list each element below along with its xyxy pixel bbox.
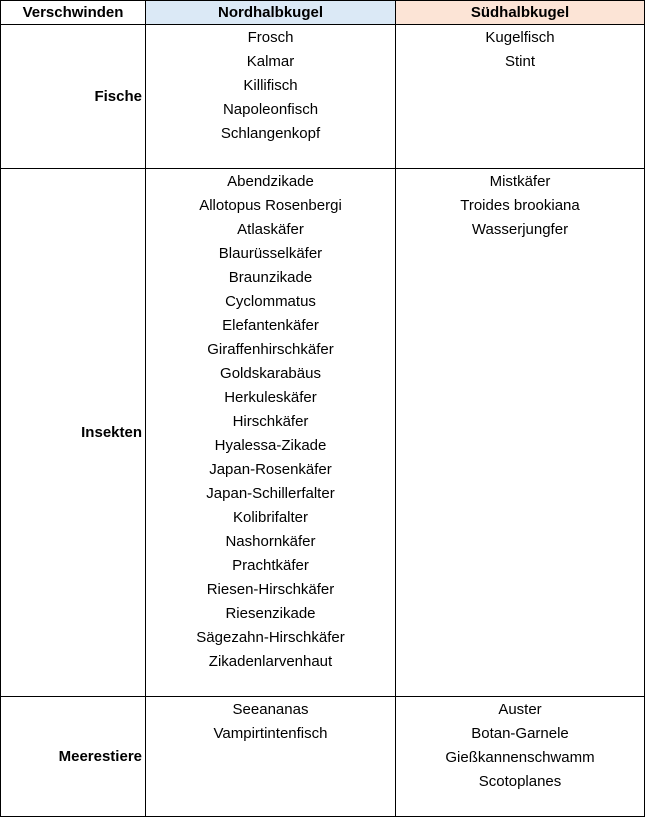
species-item: Sägezahn-Hirschkäfer xyxy=(196,629,345,646)
species-item: Riesen-Hirschkäfer xyxy=(206,581,335,598)
species-item: Allotopus Rosenbergi xyxy=(199,197,342,214)
species-item: Wasserjungfer xyxy=(471,221,569,238)
species-item: Kalmar xyxy=(246,53,295,70)
table-row xyxy=(1,169,645,697)
species-item: Abendzikade xyxy=(227,173,314,190)
species-item: Auster xyxy=(498,701,542,718)
species-item: Zikadenlarvenhaut xyxy=(208,653,333,670)
species-item: Braunzikade xyxy=(228,269,313,286)
species-item: Vampirtintenfisch xyxy=(213,725,328,742)
species-item: Napoleonfisch xyxy=(222,101,319,118)
species-item: Goldskarabäus xyxy=(220,365,321,382)
header-category[interactable]: Verschwinden xyxy=(1,1,146,25)
table-row xyxy=(1,25,645,169)
header-south[interactable]: Südhalbkugel xyxy=(396,1,645,25)
species-item: Killifisch xyxy=(243,77,298,94)
category-cell[interactable]: Insekten xyxy=(1,169,146,697)
species-item: Giraffenhirschkäfer xyxy=(207,341,334,358)
south-cell[interactable] xyxy=(396,25,645,169)
south-cell[interactable] xyxy=(396,169,645,697)
species-item: Hirschkäfer xyxy=(232,413,309,430)
table-row xyxy=(1,697,645,817)
species-item: Kugelfisch xyxy=(485,29,555,46)
species-item: Atlaskäfer xyxy=(237,221,304,238)
species-item: Japan-Rosenkäfer xyxy=(209,461,332,478)
category-cell[interactable]: Fische xyxy=(1,25,146,169)
north-cell[interactable] xyxy=(146,169,396,697)
species-item: Japan-Schillerfalter xyxy=(206,485,335,502)
species-item: Stint xyxy=(504,53,535,70)
species-item: Cyclommatus xyxy=(225,293,316,310)
category-cell[interactable]: Meerestiere xyxy=(1,697,146,817)
header-row xyxy=(1,1,645,25)
species-item: Nashornkäfer xyxy=(225,533,316,550)
species-item: Elefantenkäfer xyxy=(222,317,319,334)
north-cell[interactable] xyxy=(146,697,396,817)
species-item: Frosch xyxy=(247,29,294,46)
species-item: Prachtkäfer xyxy=(232,557,309,574)
south-cell[interactable] xyxy=(396,697,645,817)
species-item: Mistkäfer xyxy=(489,173,551,190)
species-item: Schlangenkopf xyxy=(220,125,321,142)
north-cell[interactable] xyxy=(146,25,396,169)
species-item: Riesenzikade xyxy=(225,605,316,622)
species-item: Kolibrifalter xyxy=(232,509,309,526)
species-item: Blaurüsselkäfer xyxy=(218,245,323,262)
species-item: Botan-Garnele xyxy=(471,725,569,742)
species-item: Scotoplanes xyxy=(478,773,562,790)
species-item: Troides brookiana xyxy=(460,197,580,214)
header-north[interactable]: Nordhalbkugel xyxy=(146,1,396,25)
species-item: Gießkannenschwamm xyxy=(445,749,595,766)
species-item: Hyalessa-Zikade xyxy=(214,437,327,454)
species-item: Seeananas xyxy=(232,701,309,718)
species-item: Herkuleskäfer xyxy=(224,389,317,406)
